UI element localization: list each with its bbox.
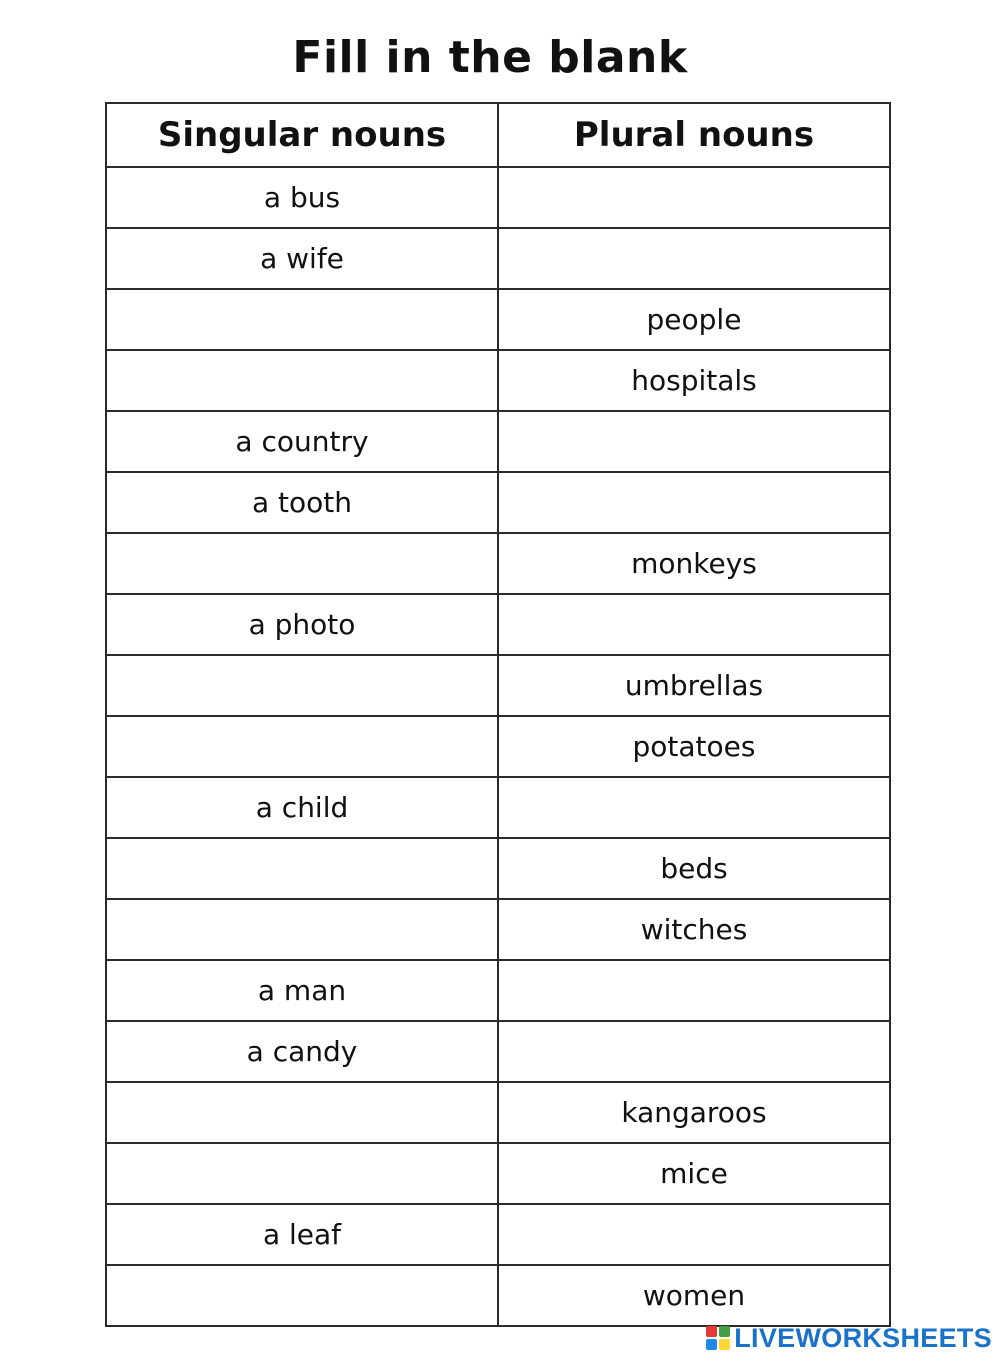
singular-blank-cell[interactable] xyxy=(106,1265,498,1326)
table-row xyxy=(106,1082,890,1143)
plural-noun-cell: witches xyxy=(498,899,890,960)
singular-blank-cell[interactable] xyxy=(106,899,498,960)
plural-blank-cell[interactable] xyxy=(498,594,890,655)
singular-blank-cell[interactable] xyxy=(106,716,498,777)
plural-noun-cell: beds xyxy=(498,838,890,899)
singular-blank-cell[interactable] xyxy=(106,1143,498,1204)
table-row xyxy=(106,655,890,716)
singular-noun-cell: a man xyxy=(106,960,498,1021)
liveworksheets-logo-icon xyxy=(706,1326,730,1350)
singular-blank-cell[interactable] xyxy=(106,1082,498,1143)
plural-blank-cell[interactable] xyxy=(498,411,890,472)
plural-blank-cell[interactable] xyxy=(498,1021,890,1082)
page-title: Fill in the blank xyxy=(292,32,688,83)
table-row xyxy=(106,350,890,411)
plural-blank-cell[interactable] xyxy=(498,1204,890,1265)
plural-blank-cell[interactable] xyxy=(498,960,890,1021)
singular-noun-cell: a candy xyxy=(106,1021,498,1082)
singular-noun-cell: a tooth xyxy=(106,472,498,533)
table-row xyxy=(106,228,890,289)
table-row xyxy=(106,533,890,594)
singular-blank-cell[interactable] xyxy=(106,533,498,594)
plural-noun-cell: mice xyxy=(498,1143,890,1204)
plural-noun-cell: kangaroos xyxy=(498,1082,890,1143)
table-row xyxy=(106,167,890,228)
table-row xyxy=(106,472,890,533)
plural-noun-cell: monkeys xyxy=(498,533,890,594)
table-row xyxy=(106,777,890,838)
header-singular-nouns: Singular nouns xyxy=(106,103,498,167)
singular-noun-cell: a country xyxy=(106,411,498,472)
singular-noun-cell: a photo xyxy=(106,594,498,655)
table-row xyxy=(106,594,890,655)
nouns-table xyxy=(105,102,891,1327)
table-row xyxy=(106,1204,890,1265)
brand-text: LIVEWORKSHEETS xyxy=(734,1323,992,1353)
plural-noun-cell: women xyxy=(498,1265,890,1326)
plural-noun-cell: people xyxy=(498,289,890,350)
table-row xyxy=(106,411,890,472)
table-row xyxy=(106,1143,890,1204)
table-body xyxy=(106,167,890,1326)
table-row xyxy=(106,960,890,1021)
singular-blank-cell[interactable] xyxy=(106,655,498,716)
plural-noun-cell: hospitals xyxy=(498,350,890,411)
table-row xyxy=(106,1021,890,1082)
plural-blank-cell[interactable] xyxy=(498,167,890,228)
plural-blank-cell[interactable] xyxy=(498,472,890,533)
singular-blank-cell[interactable] xyxy=(106,350,498,411)
plural-blank-cell[interactable] xyxy=(498,777,890,838)
header-plural-nouns: Plural nouns xyxy=(498,103,890,167)
plural-noun-cell: potatoes xyxy=(498,716,890,777)
table-header-row xyxy=(106,103,890,167)
table-row xyxy=(106,899,890,960)
table-row xyxy=(106,289,890,350)
singular-noun-cell: a bus xyxy=(106,167,498,228)
singular-blank-cell[interactable] xyxy=(106,289,498,350)
table-row xyxy=(106,838,890,899)
plural-blank-cell[interactable] xyxy=(498,228,890,289)
plural-noun-cell: umbrellas xyxy=(498,655,890,716)
singular-blank-cell[interactable] xyxy=(106,838,498,899)
table-row xyxy=(106,1265,890,1326)
singular-noun-cell: a child xyxy=(106,777,498,838)
table-row xyxy=(106,716,890,777)
singular-noun-cell: a leaf xyxy=(106,1204,498,1265)
liveworksheets-brand xyxy=(706,1321,992,1355)
singular-noun-cell: a wife xyxy=(106,228,498,289)
